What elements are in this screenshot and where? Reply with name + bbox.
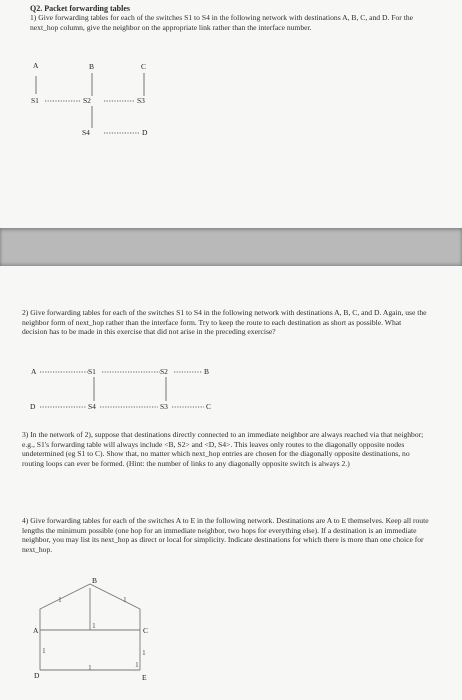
node-a: A [33, 61, 39, 70]
node-s2: S2 [83, 96, 91, 105]
node-a: A [33, 626, 39, 635]
node-b: B [204, 367, 210, 376]
node-s2: S2 [160, 367, 168, 376]
question-2-text: 2) Give forwarding tables for each of the switches S1 to S4 in the following network with destinations A, B, C, and D. Again, use the neighbor form of next_hop rather than the interface form. Try to keep the route to each destination as short as possible. What decision has to be made in this exercise that did not arise in the preceding exercise? [22, 308, 427, 337]
page-2 [0, 266, 462, 700]
node-b: B [92, 576, 98, 585]
question-3-text: 3) In the network of 2), suppose that destinations directly connected to an immediate neighbor are always reached via that neighbor; e.g., S1's forwarding table will always include <B, S2> and <D, S4>. This leaves only routes to the diagonally opposite nodes undetermined (eg S1 to C). Show that, no matter which next_hop entries are chosen for the diagonally opposite destinations, no routing loops can ever be formed. (Hint: the number of links to any diagonally opposite switch is always 2.) [22, 430, 424, 468]
edge-weight-d-e: 1 [88, 663, 92, 672]
node-e: E [142, 673, 147, 682]
node-c: C [143, 626, 149, 635]
node-s3: S3 [160, 402, 168, 411]
node-b: B [89, 62, 95, 71]
node-c: C [206, 402, 212, 411]
edge-weight-e: 1 [135, 660, 139, 669]
node-s3: S3 [137, 96, 145, 105]
edge-weight-b-c: 1 [123, 595, 127, 604]
edge-weight-a-d: 1 [42, 646, 46, 655]
node-d: D [34, 671, 40, 680]
page-1 [0, 0, 462, 228]
edge-weight-a-b: 1 [58, 595, 62, 604]
question-title: Q2. Packet forwarding tables [30, 4, 130, 13]
question-4-text: 4) Give forwarding tables for each of the switches A to E in the following network. Destinations are A to E themselves. Keep all route lengths the minimum possible (one hop for an immediate neighbor, two hops for everything else). If a destination is an immediate neighbor, you may list its next_hop as direct or local for simplicity. Indicate destinations for which there is more than one choice for next_hop. [22, 516, 429, 554]
node-d: D [30, 402, 36, 411]
node-c: C [141, 62, 147, 71]
node-s4: S4 [82, 128, 90, 137]
question-1-text: 1) Give forwarding tables for each of the switches S1 to S4 in the following network with destinations A, B, C, and D. For the next_hop column, give the neighbor on the appropriate link rather than the interface number. [30, 13, 414, 32]
network-1-diagram [0, 0, 462, 228]
network-3-diagram [0, 266, 462, 700]
node-s1: S1 [88, 367, 96, 376]
edge-weight-center: 1 [92, 621, 96, 630]
node-a: A [31, 367, 37, 376]
node-s1: S1 [31, 96, 39, 105]
node-s4: S4 [88, 402, 96, 411]
edge-weight-c-e: 1 [142, 648, 146, 657]
node-d: D [142, 128, 148, 137]
page-separator [0, 228, 462, 266]
